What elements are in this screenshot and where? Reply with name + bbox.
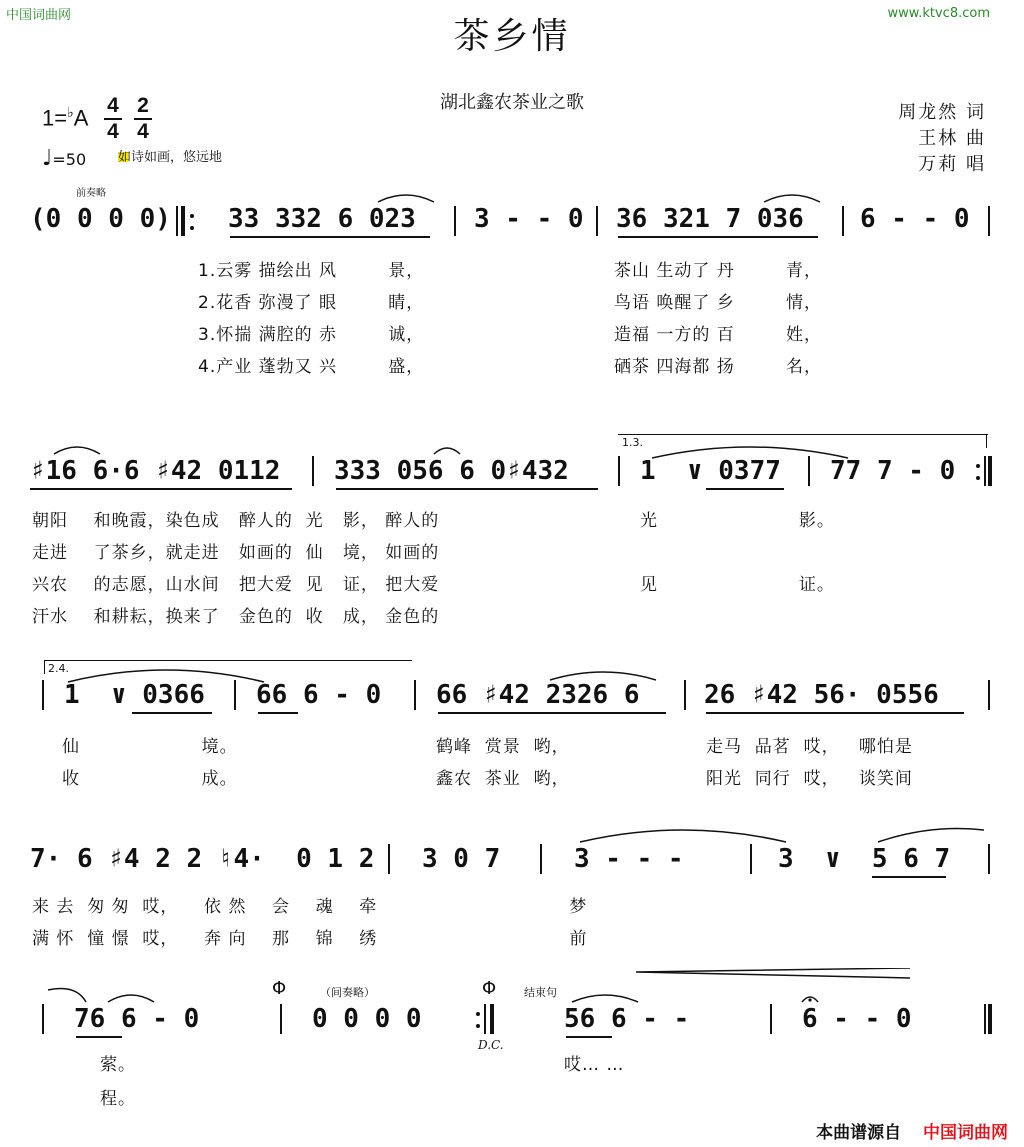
measure-r3-3: 66 ♯42 2326 6 [436,680,640,710]
measure-r4-4: 3 ∨ 5 6 7 [778,844,951,874]
key-note: A [73,105,89,131]
lyric-r1-v3: 3.怀揣 满腔的 赤 诚， [198,325,425,345]
lyricist-credit: 周龙然 词 [898,102,986,123]
flat-sign: ♭ [67,104,74,120]
lyric-r3b-v1: 鹤峰 赏景 哟， [436,737,570,757]
volta-bracket [618,434,988,435]
composer-credit: 王林 曲 [918,128,986,149]
quarter-note-icon: ♩ [42,146,53,171]
measure-r5-4: 6 - - 0 [802,1004,912,1034]
measure-r2-3: 1 ∨ 0377 [640,456,781,486]
lyric-r4-v2: 满 怀 憧 憬 哎， 奔 向 那 锦 绣 前 [32,929,588,949]
measure-r3-1: 1 ∨ 0366 [64,680,205,710]
interlude-note: （间奏略） [320,986,375,999]
singer-credit: 万莉 唱 [918,154,986,175]
measure-r2-2: 333 056 6 0♯432 [334,456,569,486]
fermata-icon [800,992,820,1004]
lyric-r3-v1: 仙 境。 [62,737,238,757]
ending-note: 结束句 [524,986,557,999]
tie [762,188,822,204]
lyric-r3b-v2: 鑫农 茶业 哟， [436,769,570,789]
tie [578,822,788,844]
coda-icon: Φ [272,978,287,999]
measure-r4-3: 3 - - - [574,844,684,874]
lyric-r2-v4: 汗水 和耕耘，换来了 金色的 收 成， 金色的 [32,607,440,627]
time2-numerator: 2 [137,94,149,117]
measure-r1-1: 33 332 6 023 [228,204,416,234]
measure-r1-3: 36 321 7 036 [616,204,804,234]
volta-2-4: 2.4. [48,662,69,675]
footer-source [816,1118,1008,1143]
volta-1-3: 1.3. [622,436,643,449]
lyric-r1b-v1: 茶山 生动了 丹 青， [614,261,823,281]
footer-site-link[interactable]: 中国词曲网 [923,1123,1008,1143]
lyric-r2-v2: 走进 了茶乡，就走进 如画的 仙 境， 如画的 [32,543,440,563]
measure-r4-2: 3 0 7 [422,844,501,874]
volta-bracket-2 [44,660,412,661]
site-watermark-right: www.ktvc8.com [887,6,990,21]
credits [898,100,986,178]
lyric-r1b-v4: 硒茶 四海都 扬 名， [614,357,823,377]
expression-text: 如诗如画，悠远地 [118,150,223,165]
lyric-r5-v2: 程。 [100,1089,136,1109]
slur [548,664,658,682]
lyric-r2b-v1: 光 影。 [640,511,835,531]
slur [52,440,102,456]
measure-r1-2: 3 - - 0 [474,204,584,234]
lyric-ending: 哎… … [564,1055,625,1075]
measure-r3-2: 66 6 - 0 [256,680,382,710]
time-signature-2-4 [134,94,152,144]
measure-r5-2: 0 0 0 0 [312,1004,422,1034]
song-title: 茶乡情 [453,16,571,57]
song-subtitle: 湖北鑫农茶业之歌 [440,92,584,113]
measure-prelude: (0 0 0 0) [30,204,171,234]
footer-source-text: 本曲谱源自 [816,1123,902,1143]
measure-r2-1: ♯16 6·6 ♯42 0112 [30,456,281,486]
measure-r4-1: 7· 6 ♯4 2 2 ♮4· 0 1 2 [30,844,375,874]
measure-r5-3: 56 6 - - [564,1004,690,1034]
tie [376,188,436,204]
repeat-bar-end [976,464,980,468]
measure-r2-4: 77 7 - 0 [830,456,956,486]
lyric-r1-v4: 4.产业 蓬勃又 兴 盛， [198,357,425,377]
decrescendo-hairpin [634,968,914,990]
lyric-r2-v1: 朝阳 和晚霞，染色成 醉人的 光 影， 醉人的 [32,511,440,531]
key-prefix: 1= [42,105,68,131]
prelude-note: 前奏略 [76,188,106,199]
tempo-marking: ♩=50 [42,146,87,171]
lyric-r2b-v3: 见 证。 [640,575,835,595]
lyric-r3c-v1: 走马 品茗 哎， 哪怕是 [706,737,913,757]
lyric-r5-v1: 萦。 [100,1055,136,1075]
lyric-r2-v3: 兴农 的志愿，山水间 把大爱 见 证， 把大爱 [32,575,440,595]
tie [46,984,88,1004]
tie [66,662,266,684]
time1-numerator: 4 [107,94,119,117]
slur [106,988,156,1004]
bar-line [454,206,456,236]
slur [432,440,462,456]
lyric-r1-v2: 2.花香 弥漫了 眼 睛， [198,293,425,313]
measure-r3-4: 26 ♯42 56· 0556 [704,680,939,710]
lyric-r4-v1: 来 去 匆 匆 哎， 依 然 会 魂 牵 梦 [32,897,588,917]
lyric-r3c-v2: 阳光 同行 哎， 谈笑间 [706,769,913,789]
lyric-r1b-v2: 鸟语 唤醒了 乡 情， [614,293,823,313]
time2-denominator: 4 [137,120,149,143]
measure-r5-1: 76 6 - 0 [74,1004,200,1034]
site-watermark-left: 中国词曲网 [6,8,72,23]
lyric-r3-v2: 收 成。 [62,769,238,789]
lyric-r1b-v3: 造福 一方的 百 姓， [614,325,823,345]
time-signature-4-4 [104,94,122,144]
slur [876,824,986,844]
time1-denominator: 4 [107,120,119,143]
repeat-bar-start [176,206,178,236]
lyric-r1-v1: 1.云雾 描绘出 风 景， [198,261,425,281]
coda-icon-2: Φ [482,978,497,999]
key-signature [42,104,88,131]
tie [650,440,850,460]
measure-r1-4: 6 - - 0 [860,204,970,234]
slur [570,988,640,1004]
da-capo: D.C. [478,1038,504,1052]
